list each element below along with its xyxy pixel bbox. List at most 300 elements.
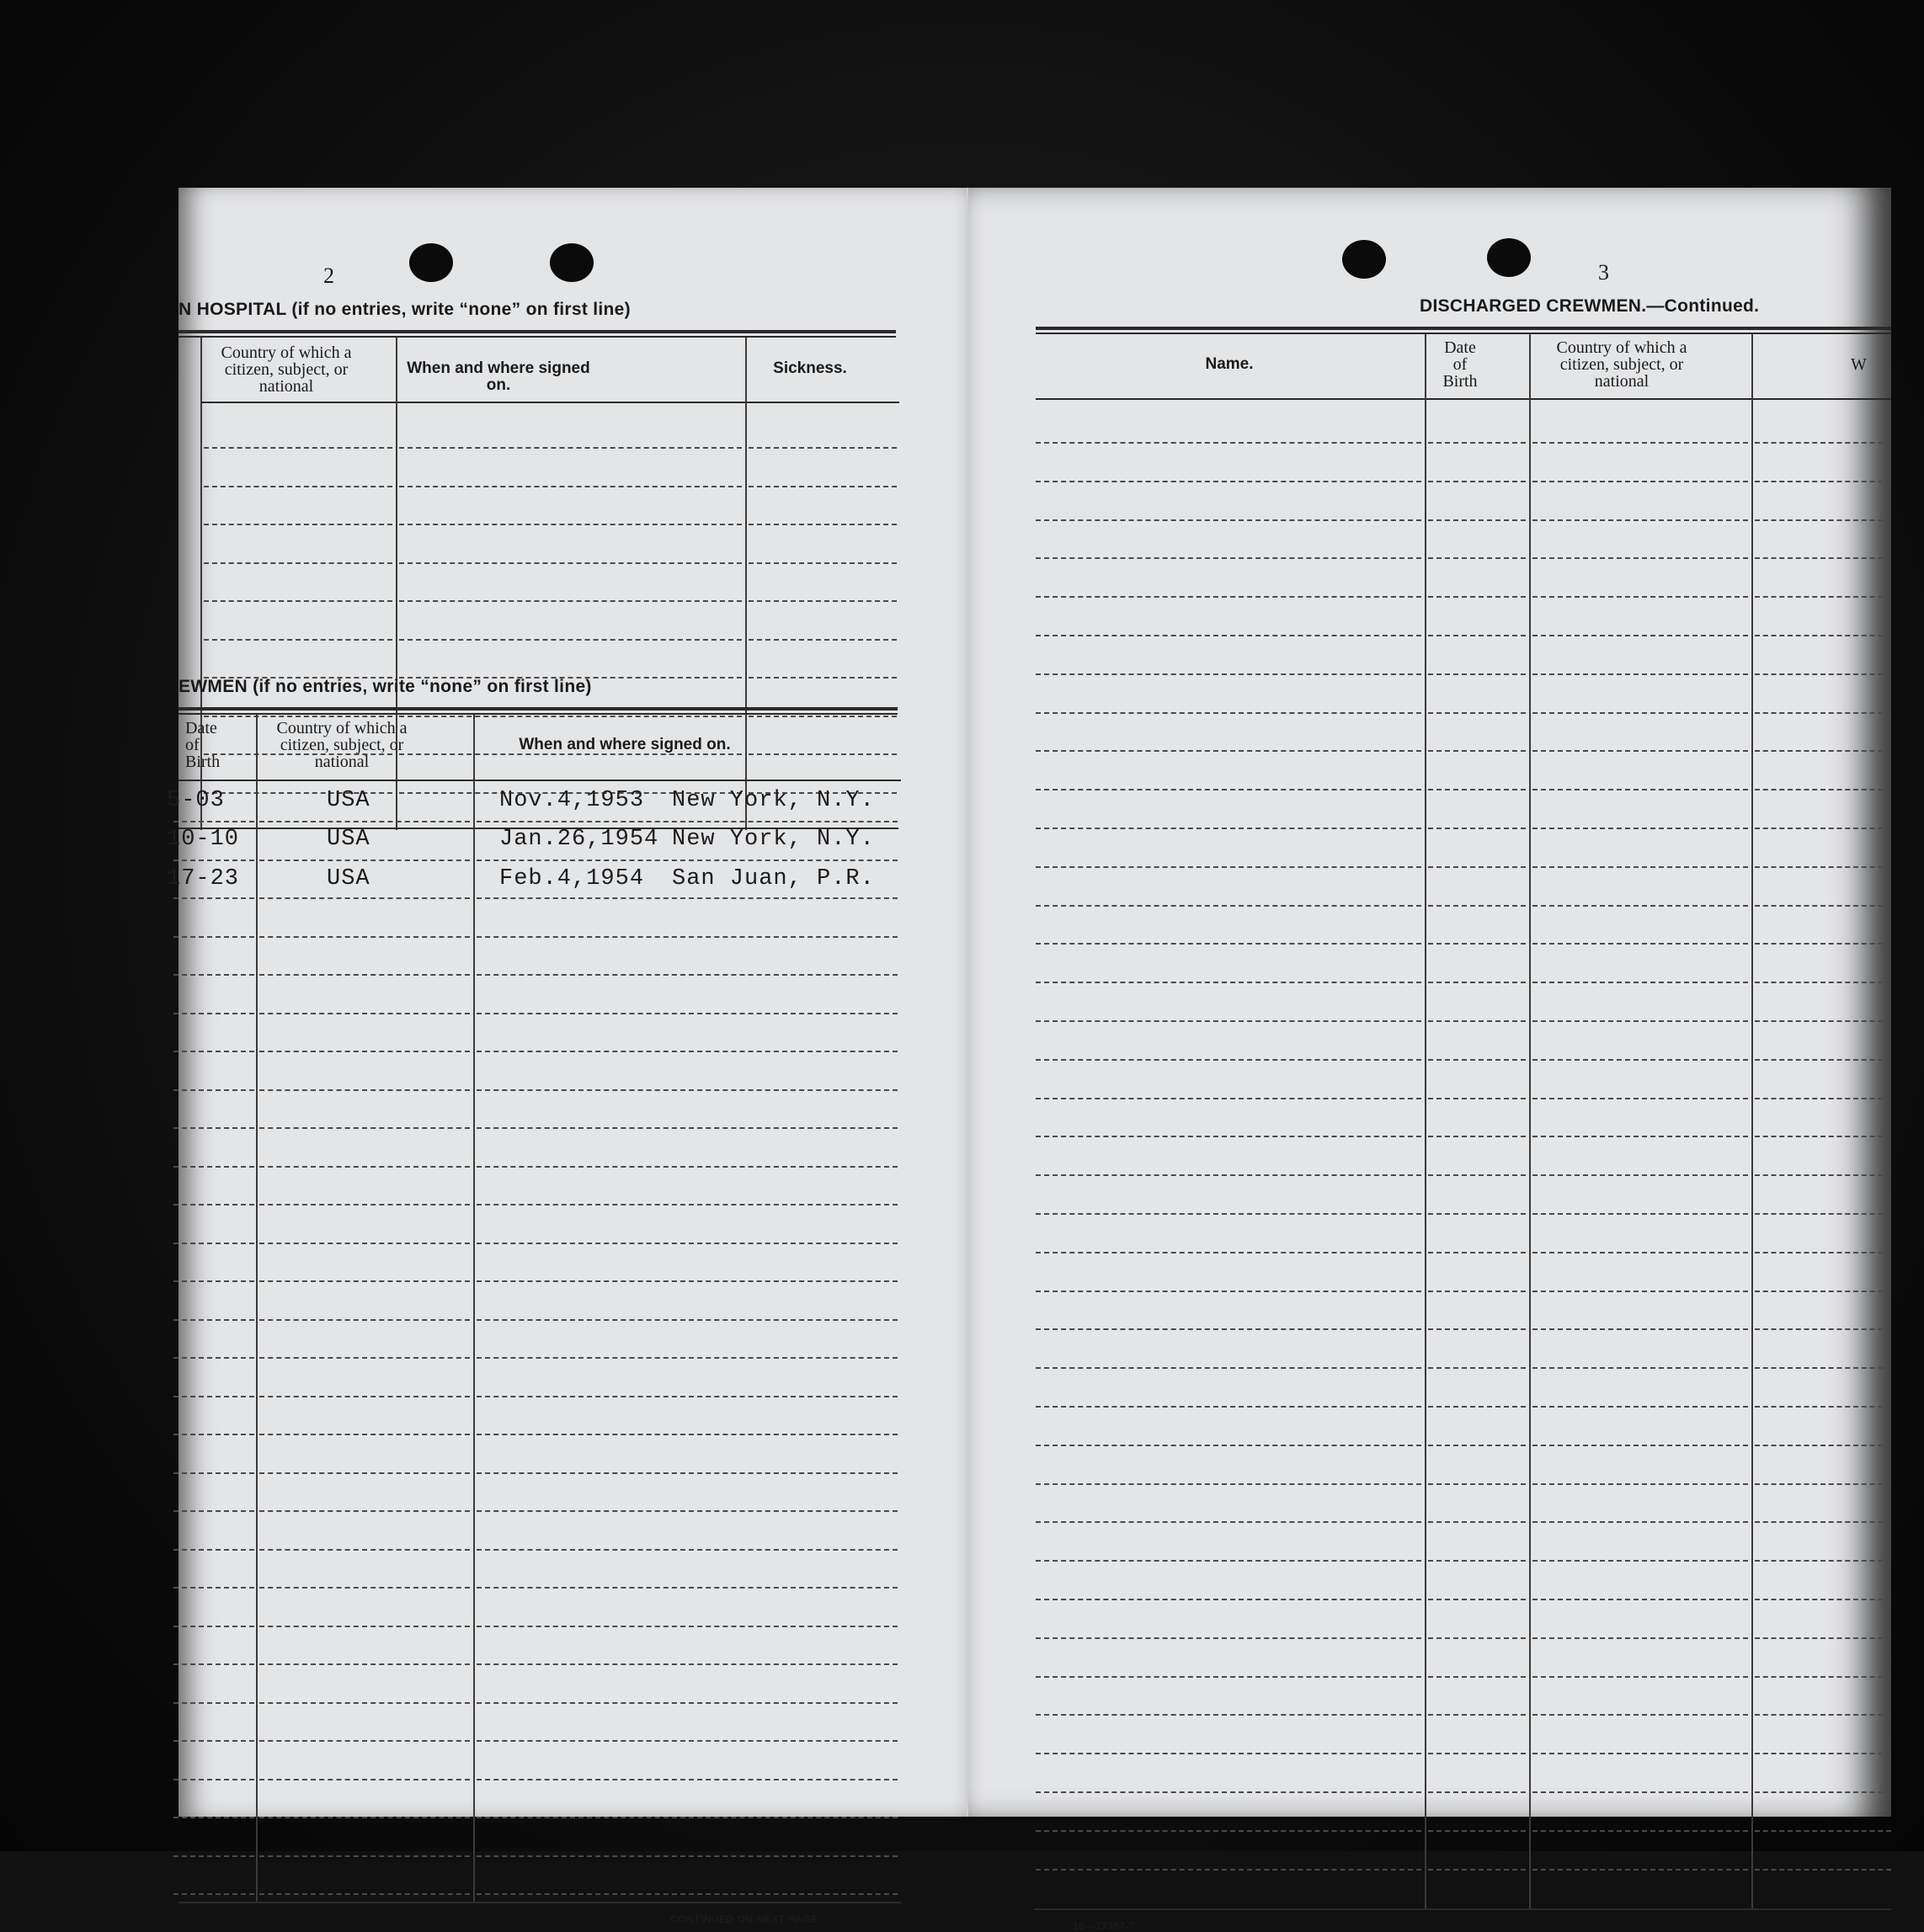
form-page-right xyxy=(968,188,1891,1932)
crew-dob: 10-10 xyxy=(167,827,240,852)
rule xyxy=(179,336,896,338)
form-number: 16—17387-7 xyxy=(1073,1920,1136,1932)
ruling-line xyxy=(1428,1753,1526,1754)
ruling-line xyxy=(477,860,898,861)
ruling-line xyxy=(1036,1252,1421,1253)
ruling-line xyxy=(259,1319,470,1321)
rule xyxy=(179,780,901,781)
ruling-line xyxy=(749,562,897,564)
ruling-line xyxy=(259,1626,470,1627)
rule xyxy=(179,330,896,333)
ruling-line xyxy=(1036,866,1421,868)
ruling-line xyxy=(1755,673,1891,675)
crew-country: USA xyxy=(327,827,370,852)
ruling-line xyxy=(1755,1521,1891,1523)
ruling-line xyxy=(1428,1328,1526,1330)
ruling-line xyxy=(1532,1406,1748,1408)
ruling-line xyxy=(1036,750,1421,752)
ruling-line xyxy=(173,1013,254,1014)
ruling-line xyxy=(1755,1328,1891,1330)
ruling-line xyxy=(173,821,254,822)
ruling-line xyxy=(1428,1830,1526,1832)
ruling-line xyxy=(1428,1714,1526,1716)
ruling-line xyxy=(1532,519,1748,521)
ruling-line xyxy=(1036,1521,1421,1523)
ruling-line xyxy=(259,1434,470,1435)
ruling-line xyxy=(1755,712,1891,714)
rule xyxy=(1036,398,1891,400)
rule xyxy=(200,402,899,403)
ruling-line xyxy=(1755,442,1891,444)
crew-dob: 5-03 xyxy=(167,788,225,813)
ruling-line xyxy=(1755,1174,1891,1176)
ruling-line xyxy=(1755,1291,1891,1292)
ruling-line xyxy=(173,1817,254,1818)
ruling-line xyxy=(399,639,742,641)
ruling-line xyxy=(1036,1406,1421,1408)
ruling-line xyxy=(399,562,742,564)
ruling-line xyxy=(1532,750,1748,752)
ruling-line xyxy=(1532,1483,1748,1485)
ruling-line xyxy=(173,1051,254,1052)
ruling-line xyxy=(173,1357,254,1359)
ruling-line xyxy=(477,1702,898,1704)
ruling-line xyxy=(1428,557,1526,559)
rule xyxy=(179,713,898,715)
ruling-line xyxy=(1755,1830,1891,1832)
ruling-line xyxy=(1036,1136,1421,1137)
ruling-line xyxy=(477,1472,898,1474)
ruling-line xyxy=(477,1280,898,1282)
ruling-line xyxy=(1755,1791,1891,1793)
ruling-line xyxy=(1532,1367,1748,1369)
ruling-line xyxy=(399,600,742,602)
ruling-line xyxy=(1532,943,1748,945)
ruling-line xyxy=(1532,789,1748,790)
ruling-line xyxy=(1532,1020,1748,1022)
ruling-line xyxy=(173,1626,254,1627)
ruling-line xyxy=(1428,1406,1526,1408)
ruling-line xyxy=(1428,943,1526,945)
ruling-line xyxy=(173,1204,254,1206)
ruling-line xyxy=(173,1127,254,1129)
ruling-line xyxy=(1532,1059,1748,1061)
ruling-line xyxy=(1532,557,1748,559)
ruling-line xyxy=(1036,519,1421,521)
ruling-line xyxy=(259,1779,470,1780)
ruling-line xyxy=(1428,1059,1526,1061)
ruling-line xyxy=(1532,1791,1748,1793)
crewmen-section-title: EWMEN (if no entries, write “none” on first line) xyxy=(179,677,592,696)
ruling-line xyxy=(1532,596,1748,598)
ruling-line xyxy=(1755,1445,1891,1446)
ruling-line xyxy=(259,1243,470,1244)
ruling-line xyxy=(477,1893,898,1895)
ruling-line xyxy=(477,1204,898,1206)
ruling-line xyxy=(1036,596,1421,598)
ruling-line xyxy=(477,1626,898,1627)
ruling-line xyxy=(204,486,392,487)
ruling-line xyxy=(204,447,392,449)
ruling-line xyxy=(259,1549,470,1551)
ruling-line xyxy=(173,936,254,938)
ruling-line xyxy=(1532,1291,1748,1292)
ruling-line xyxy=(1532,828,1748,829)
ruling-line xyxy=(1036,635,1421,636)
ruling-line xyxy=(477,1779,898,1780)
ruling-line xyxy=(1036,1291,1421,1292)
ruling-line xyxy=(1428,866,1526,868)
ruling-line xyxy=(259,1089,470,1091)
rule xyxy=(1034,1908,1891,1910)
ruling-line xyxy=(1428,1445,1526,1446)
ruling-line xyxy=(204,600,392,602)
ruling-line xyxy=(173,1434,254,1435)
ruling-line xyxy=(399,524,742,525)
ruling-line xyxy=(1036,557,1421,559)
crew-dob: 17-23 xyxy=(167,866,240,891)
ruling-line xyxy=(1428,1791,1526,1793)
ruling-line xyxy=(1428,789,1526,790)
ruling-line xyxy=(259,1855,470,1857)
ruling-line xyxy=(259,936,470,938)
ruling-line xyxy=(1532,1252,1748,1253)
ruling-line xyxy=(1532,1328,1748,1330)
ruling-line xyxy=(1428,635,1526,636)
ruling-line xyxy=(1036,1328,1421,1330)
crew-signed-place: New York, N.Y. xyxy=(672,827,875,852)
ruling-line xyxy=(399,753,742,755)
ruling-line xyxy=(1532,635,1748,636)
ruling-line xyxy=(1755,1136,1891,1137)
ruling-line xyxy=(1428,442,1526,444)
ruling-line xyxy=(173,897,254,899)
ruling-line xyxy=(1755,1560,1891,1562)
column-divider xyxy=(473,715,475,1902)
ruling-line xyxy=(1428,1291,1526,1292)
ruling-line xyxy=(1036,982,1421,983)
ruling-line xyxy=(1532,673,1748,675)
ruling-line xyxy=(204,562,392,564)
ruling-line xyxy=(259,1740,470,1742)
ruling-line xyxy=(1428,1637,1526,1639)
ruling-line xyxy=(173,1893,254,1895)
column-divider xyxy=(256,715,258,1902)
ruling-line xyxy=(1755,635,1891,636)
ruling-line xyxy=(173,1663,254,1665)
ruling-line xyxy=(1428,1252,1526,1253)
ruling-line xyxy=(259,1702,470,1704)
ruling-line xyxy=(1036,1367,1421,1369)
ruling-line xyxy=(1755,1213,1891,1215)
ruling-line xyxy=(1532,1714,1748,1716)
ruling-line xyxy=(1532,1560,1748,1562)
ruling-line xyxy=(1755,1714,1891,1716)
page-number: 3 xyxy=(1598,260,1609,285)
ruling-line xyxy=(1036,1869,1421,1871)
crewmen-col-country-header: Country of which a citizen, subject, or national xyxy=(276,719,408,771)
ruling-line xyxy=(749,716,897,717)
punch-hole xyxy=(1342,240,1386,279)
hospital-col-country-header: Country of which a citizen, subject, or national xyxy=(221,343,352,396)
ruling-line xyxy=(173,1472,254,1474)
ruling-line xyxy=(259,1587,470,1589)
form-page-left xyxy=(167,188,972,1925)
ruling-line xyxy=(259,1510,470,1512)
ruling-line xyxy=(259,897,470,899)
ruling-line xyxy=(749,639,897,641)
ruling-line xyxy=(1428,1174,1526,1176)
ruling-line xyxy=(1755,905,1891,907)
ruling-line xyxy=(749,600,897,602)
ruling-line xyxy=(1532,712,1748,714)
ruling-line xyxy=(1755,1252,1891,1253)
ruling-line xyxy=(1755,1483,1891,1485)
ruling-line xyxy=(1755,1753,1891,1754)
ruling-line xyxy=(1532,866,1748,868)
ruling-line xyxy=(477,1319,898,1321)
ruling-line xyxy=(1036,1059,1421,1061)
ruling-line xyxy=(1755,1406,1891,1408)
ruling-line xyxy=(1755,1059,1891,1061)
ruling-line xyxy=(1755,481,1891,482)
ruling-line xyxy=(1532,982,1748,983)
ruling-line xyxy=(477,1243,898,1244)
ruling-line xyxy=(1428,828,1526,829)
ruling-line xyxy=(477,1434,898,1435)
ruling-line xyxy=(1755,789,1891,790)
ruling-line xyxy=(1755,828,1891,829)
ruling-line xyxy=(399,486,742,487)
ruling-line xyxy=(1532,1869,1748,1871)
ruling-line xyxy=(1036,1020,1421,1022)
ruling-line xyxy=(1755,943,1891,945)
ruling-line xyxy=(173,1549,254,1551)
ruling-line xyxy=(1428,1098,1526,1099)
ruling-line xyxy=(1755,866,1891,868)
rule xyxy=(179,707,898,711)
ruling-line xyxy=(173,974,254,976)
ruling-line xyxy=(1036,1791,1421,1793)
ruling-line xyxy=(1036,712,1421,714)
ruling-line xyxy=(1036,1753,1421,1754)
col-name-header: Name. xyxy=(1205,355,1254,373)
ruling-line xyxy=(1428,982,1526,983)
crew-signed-place: New York, N.Y. xyxy=(672,788,875,813)
crew-signed-date: Jan.26,1954 xyxy=(499,827,659,852)
column-divider xyxy=(1751,334,1753,1910)
ruling-line xyxy=(1755,1020,1891,1022)
ruling-line xyxy=(477,1166,898,1168)
ruling-line xyxy=(749,753,897,755)
ruling-line xyxy=(204,639,392,641)
ruling-line xyxy=(259,1663,470,1665)
ruling-line xyxy=(1755,519,1891,521)
ruling-line xyxy=(1036,1483,1421,1485)
ruling-line xyxy=(1428,673,1526,675)
ruling-line xyxy=(259,1204,470,1206)
ruling-line xyxy=(259,1013,470,1014)
ruling-line xyxy=(477,1051,898,1052)
ruling-line xyxy=(259,1357,470,1359)
page-number: 2 xyxy=(323,263,334,288)
ruling-line xyxy=(259,1817,470,1818)
ruling-line xyxy=(477,1587,898,1589)
ruling-line xyxy=(1036,943,1421,945)
ruling-line xyxy=(173,860,254,861)
ruling-line xyxy=(259,860,470,861)
ruling-line xyxy=(749,524,897,525)
ruling-line xyxy=(1036,1445,1421,1446)
ruling-line xyxy=(1428,1599,1526,1600)
ruling-line xyxy=(1532,481,1748,482)
column-divider xyxy=(745,338,747,830)
ruling-line xyxy=(1036,1714,1421,1716)
ruling-line xyxy=(399,716,742,717)
ruling-line xyxy=(1036,1098,1421,1099)
rule xyxy=(1036,333,1891,334)
ruling-line xyxy=(1755,1869,1891,1871)
ruling-line xyxy=(1428,1560,1526,1562)
ruling-line xyxy=(477,1357,898,1359)
crew-country: USA xyxy=(327,788,370,813)
ruling-line xyxy=(259,1396,470,1397)
col-country-header: Country of which a citizen, subject, or national xyxy=(1556,338,1687,391)
ruling-line xyxy=(259,1127,470,1129)
ruling-line xyxy=(1036,1676,1421,1678)
ruling-line xyxy=(1036,1213,1421,1215)
ruling-line xyxy=(173,1740,254,1742)
ruling-line xyxy=(173,1243,254,1244)
ruling-line xyxy=(1755,1637,1891,1639)
ruling-line xyxy=(477,974,898,976)
hospital-col-signed-on-header: When and where signed on. xyxy=(407,359,590,394)
ruling-line xyxy=(1755,596,1891,598)
ruling-line xyxy=(1755,1098,1891,1099)
ruling-line xyxy=(477,1549,898,1551)
ruling-line xyxy=(1036,1174,1421,1176)
ruling-line xyxy=(1532,1136,1748,1137)
ruling-line xyxy=(173,1319,254,1321)
ruling-line xyxy=(1036,1560,1421,1562)
punch-hole xyxy=(409,243,453,282)
ruling-line xyxy=(259,1893,470,1895)
ruling-line xyxy=(1428,1869,1526,1871)
column-divider xyxy=(1425,334,1426,1910)
ruling-line xyxy=(1036,481,1421,482)
ruling-line xyxy=(173,1089,254,1091)
ruling-line xyxy=(1428,1213,1526,1215)
crew-country: USA xyxy=(327,866,370,891)
ruling-line xyxy=(1532,1676,1748,1678)
ruling-line xyxy=(173,1702,254,1704)
ruling-line xyxy=(477,1663,898,1665)
ruling-line xyxy=(1532,1521,1748,1523)
col-dob-header: Date of Birth xyxy=(1442,338,1478,391)
ruling-line xyxy=(1428,1676,1526,1678)
ruling-line xyxy=(749,486,897,487)
rule xyxy=(179,1902,901,1903)
ruling-line xyxy=(1532,1599,1748,1600)
ruling-line xyxy=(1428,596,1526,598)
punch-hole xyxy=(1487,238,1531,277)
ruling-line xyxy=(477,1817,898,1818)
rule xyxy=(1036,327,1891,330)
ruling-line xyxy=(477,1740,898,1742)
ruling-line xyxy=(1428,712,1526,714)
ruling-line xyxy=(1428,750,1526,752)
ruling-line xyxy=(749,677,897,679)
ruling-line xyxy=(1428,1136,1526,1137)
crew-signed-date: Nov.4,1953 xyxy=(499,788,645,813)
ruling-line xyxy=(1428,1020,1526,1022)
ruling-line xyxy=(477,1510,898,1512)
ruling-line xyxy=(399,447,742,449)
ruling-line xyxy=(1428,1367,1526,1369)
ruling-line xyxy=(173,1779,254,1780)
ruling-line xyxy=(1532,1753,1748,1754)
ruling-line xyxy=(1036,789,1421,790)
ruling-line xyxy=(477,897,898,899)
ruling-line xyxy=(477,936,898,938)
ruling-line xyxy=(1755,1367,1891,1369)
crewmen-col-signed-on-header: When and where signed on. xyxy=(519,736,731,753)
ruling-line xyxy=(1428,905,1526,907)
ruling-line xyxy=(1532,1098,1748,1099)
ruling-line xyxy=(1755,1676,1891,1678)
crewmen-col-dob-header: Date of Birth xyxy=(185,719,221,771)
ruling-line xyxy=(1532,1637,1748,1639)
ruling-line xyxy=(173,1280,254,1282)
ruling-line xyxy=(1036,673,1421,675)
ruling-line xyxy=(259,821,470,822)
ruling-line xyxy=(1532,1445,1748,1446)
ruling-line xyxy=(1532,442,1748,444)
ruling-line xyxy=(1532,1213,1748,1215)
ruling-line xyxy=(1532,1830,1748,1832)
crew-signed-date: Feb.4,1954 xyxy=(499,866,645,891)
ruling-line xyxy=(173,1166,254,1168)
ruling-line xyxy=(1036,828,1421,829)
hospital-col-sickness-header: Sickness. xyxy=(773,359,847,377)
ruling-line xyxy=(1428,1483,1526,1485)
punch-hole xyxy=(550,243,594,282)
ruling-line xyxy=(1428,519,1526,521)
ruling-line xyxy=(1755,1599,1891,1600)
ruling-line xyxy=(477,1396,898,1397)
ruling-line xyxy=(1036,1637,1421,1639)
ruling-line xyxy=(477,821,898,822)
ruling-line xyxy=(1036,442,1421,444)
ruling-line xyxy=(1036,905,1421,907)
column-divider xyxy=(1529,334,1531,1910)
ruling-line xyxy=(1036,1599,1421,1600)
hospital-section-title: N HOSPITAL (if no entries, write “none” on first line) xyxy=(179,300,631,319)
ruling-line xyxy=(259,1051,470,1052)
ruling-line xyxy=(1755,982,1891,983)
ruling-line xyxy=(173,1855,254,1857)
ruling-line xyxy=(259,974,470,976)
ruling-line xyxy=(1755,750,1891,752)
discharged-crewmen-title: DISCHARGED CREWMEN.—Continued. xyxy=(1420,296,1760,316)
ruling-line xyxy=(173,1396,254,1397)
ruling-line xyxy=(477,1127,898,1129)
ruling-line xyxy=(477,1089,898,1091)
ruling-line xyxy=(1428,481,1526,482)
ruling-line xyxy=(477,1855,898,1857)
ruling-line xyxy=(259,1472,470,1474)
ruling-line xyxy=(1755,557,1891,559)
